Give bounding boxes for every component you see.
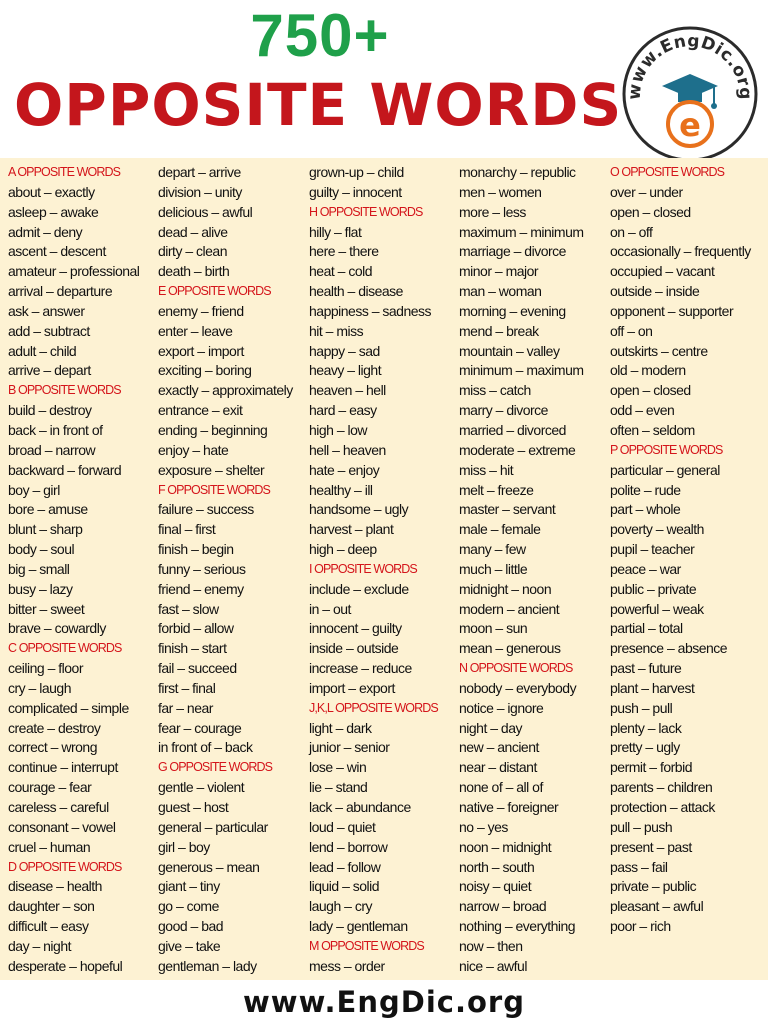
word-pair: create – destroy xyxy=(8,719,101,736)
word-pair: happiness – sadness xyxy=(309,302,432,319)
word-pair: healthy – ill xyxy=(309,481,373,498)
word-pair: general – particular xyxy=(158,818,268,835)
word-pair: miss – catch xyxy=(459,382,531,399)
word-pair: nobody – everybody xyxy=(459,679,577,696)
word-pair: asleep – awake xyxy=(8,203,99,220)
word-pair: export – import xyxy=(158,342,244,359)
word-pair: north – south xyxy=(459,858,535,875)
word-pair: pleasant – awful xyxy=(610,898,704,915)
word-pair: now – then xyxy=(459,937,523,954)
section-header: J,K,L OPPOSITE WORDS xyxy=(309,700,438,715)
word-pair: high – low xyxy=(309,421,368,438)
word-pair: new – ancient xyxy=(459,739,539,756)
word-pair: continue – interrupt xyxy=(8,759,118,776)
word-pair: build – destroy xyxy=(8,402,92,419)
word-pair: about – exactly xyxy=(8,183,95,200)
word-pair: peace – war xyxy=(610,560,681,577)
word-pair: noon – midnight xyxy=(459,838,552,855)
word-pair: mountain – valley xyxy=(459,342,560,359)
word-pair: poverty – wealth xyxy=(610,521,704,538)
word-pair: polite – rude xyxy=(610,481,681,498)
section-header: C OPPOSITE WORDS xyxy=(8,641,122,656)
section-header: F OPPOSITE WORDS xyxy=(158,482,270,497)
word-pair: lead – follow xyxy=(309,858,381,875)
word-pair: grown-up – child xyxy=(309,164,404,180)
word-pair: daughter – son xyxy=(8,898,95,915)
word-column-4 xyxy=(459,163,584,977)
word-pair: poor – rich xyxy=(610,918,671,935)
word-pair: presence – absence xyxy=(610,640,728,657)
word-pair: noisy – quiet xyxy=(459,878,532,895)
word-pair: bitter – sweet xyxy=(8,600,85,617)
word-pair: protection – attack xyxy=(610,799,715,815)
word-pair: funny – serious xyxy=(158,560,246,577)
word-pair: laugh – cry xyxy=(309,898,372,915)
word-pair: in – out xyxy=(309,600,351,617)
word-pair: narrow – broad xyxy=(459,898,547,915)
word-pair: odd – even xyxy=(610,402,675,419)
section-header: B OPPOSITE WORDS xyxy=(8,383,121,398)
word-pair: occasionally – frequently xyxy=(610,243,751,260)
word-pair: present – past xyxy=(610,838,692,855)
word-pair: permit – forbid xyxy=(610,759,692,776)
section-header: P OPPOSITE WORDS xyxy=(610,442,723,457)
word-pair: desperate – hopeful xyxy=(8,957,123,974)
word-pair: men – women xyxy=(459,183,542,200)
section-header: N OPPOSITE WORDS xyxy=(459,661,573,676)
word-pair: lady – gentleman xyxy=(309,918,408,935)
word-pair: delicious – awful xyxy=(158,203,253,220)
word-pair: occupied – vacant xyxy=(610,263,715,280)
word-pair: brave – cowardly xyxy=(8,620,106,637)
word-pair: generous – mean xyxy=(158,858,260,875)
word-pair: native – foreigner xyxy=(459,799,559,815)
word-pair: lie – stand xyxy=(309,779,368,796)
word-pair: ascent – descent xyxy=(8,243,106,260)
word-pair: moderate – extreme xyxy=(459,441,576,458)
page-title: OPPOSITE WORDS xyxy=(14,71,623,139)
word-pair: in front of – back xyxy=(158,739,253,756)
word-pair: go – come xyxy=(158,898,219,915)
word-pair: past – future xyxy=(610,660,682,677)
word-pair: consonant – vowel xyxy=(8,818,116,835)
word-pair: boy – girl xyxy=(8,481,60,498)
word-pair: lose – win xyxy=(309,759,367,776)
word-pair: parents – children xyxy=(610,779,713,796)
word-pair: guilty – innocent xyxy=(309,183,402,200)
word-pair: modern – ancient xyxy=(459,600,560,617)
word-pair: ask – answer xyxy=(8,302,85,319)
logo-ring-text: www.EngDic.org xyxy=(624,31,756,101)
word-pair: old – modern xyxy=(610,362,686,379)
word-pair: male – female xyxy=(459,521,541,538)
word-pair: push – pull xyxy=(610,699,673,716)
word-pair: amateur – professional xyxy=(8,263,140,280)
word-pair: marry – divorce xyxy=(459,402,548,419)
word-pair: lend – borrow xyxy=(309,838,388,855)
word-pair: moon – sun xyxy=(459,620,528,637)
word-pair: death – birth xyxy=(158,263,230,280)
word-pair: nice – awful xyxy=(459,957,527,974)
word-pair: over – under xyxy=(610,183,683,200)
word-pair: far – near xyxy=(158,699,213,716)
word-pair: monarchy – republic xyxy=(459,164,576,180)
word-pair: near – distant xyxy=(459,759,537,776)
word-pair: broad – narrow xyxy=(8,441,96,458)
word-pair: hilly – flat xyxy=(309,223,362,240)
word-pair: forbid – allow xyxy=(158,620,234,637)
word-pair: midnight – noon xyxy=(459,580,552,597)
word-pair: complicated – simple xyxy=(8,699,129,716)
word-pair: junior – senior xyxy=(309,739,390,756)
word-pair: depart – arrive xyxy=(158,164,241,180)
word-pair: off – on xyxy=(610,322,653,339)
word-pair: marriage – divorce xyxy=(459,243,566,260)
word-pair: much – little xyxy=(459,560,528,577)
word-pair: minor – major xyxy=(459,263,539,280)
word-pair: plenty – lack xyxy=(610,719,682,736)
word-pair: light – dark xyxy=(309,719,372,736)
word-pair: day – night xyxy=(8,937,71,954)
word-pair: body – soul xyxy=(8,541,75,558)
word-pair: fail – succeed xyxy=(158,660,237,677)
word-pair: night – day xyxy=(459,719,522,736)
word-pair: import – export xyxy=(309,679,395,696)
word-pair: plant – harvest xyxy=(610,679,695,696)
word-pair: enter – leave xyxy=(158,322,233,339)
word-pair: mess – order xyxy=(309,957,385,974)
word-pair: man – woman xyxy=(459,283,542,300)
word-pair: fast – slow xyxy=(158,600,219,617)
word-pair: pull – push xyxy=(610,818,673,835)
word-pair: outskirts – centre xyxy=(610,342,708,359)
word-pair: harvest – plant xyxy=(309,521,394,538)
word-pair: dirty – clean xyxy=(158,243,227,260)
word-pair: pretty – ugly xyxy=(610,739,680,756)
word-pair: miss – hit xyxy=(459,461,514,478)
word-pair: first – final xyxy=(158,679,216,696)
word-pair: innocent – guilty xyxy=(309,620,402,637)
section-header: G OPPOSITE WORDS xyxy=(158,760,273,775)
section-header: H OPPOSITE WORDS xyxy=(309,204,423,219)
word-pair: courage – fear xyxy=(8,779,92,796)
word-pair: heat – cold xyxy=(309,263,372,280)
word-pair: enjoy – hate xyxy=(158,441,229,458)
word-pair: give – take xyxy=(158,937,221,954)
word-pair: heavy – light xyxy=(309,362,382,379)
footer-url[interactable]: www.EngDic.org xyxy=(243,985,525,1019)
word-pair: gentle – violent xyxy=(158,779,245,796)
word-pair: hell – heaven xyxy=(309,441,386,458)
word-pair: powerful – weak xyxy=(610,600,704,617)
word-pair: big – small xyxy=(8,560,70,577)
word-pair: correct – wrong xyxy=(8,739,97,756)
word-column-5 xyxy=(610,163,751,937)
word-pair: entrance – exit xyxy=(158,402,243,419)
word-pair: maximum – minimum xyxy=(459,223,584,240)
logo-letter: e xyxy=(679,106,701,144)
word-pair: happy – sad xyxy=(309,342,380,359)
word-pair: ceiling – floor xyxy=(8,660,83,677)
word-pair: many – few xyxy=(459,541,526,558)
word-pair: dead – alive xyxy=(158,223,228,240)
word-pair: particular – general xyxy=(610,461,720,478)
word-pair: failure – success xyxy=(158,501,254,518)
word-pair: more – less xyxy=(459,203,526,220)
word-pair: nothing – everything xyxy=(459,918,576,935)
word-pair: public – private xyxy=(610,580,697,597)
word-pair: melt – freeze xyxy=(459,481,534,498)
word-pair: guest – host xyxy=(158,799,229,815)
word-pair: blunt – sharp xyxy=(8,521,83,538)
word-column-1 xyxy=(8,163,139,977)
word-pair: inside – outside xyxy=(309,640,399,657)
word-pair: loud – quiet xyxy=(309,818,376,835)
word-pair: liquid – solid xyxy=(309,878,380,895)
word-pair: pupil – teacher xyxy=(610,541,695,558)
word-pair: adult – child xyxy=(8,342,77,359)
word-pair: outside – inside xyxy=(610,283,700,300)
word-pair: morning – evening xyxy=(459,302,566,319)
word-column-2 xyxy=(158,163,293,977)
word-pair: cruel – human xyxy=(8,838,91,855)
word-pair: health – disease xyxy=(309,283,403,300)
section-header: I OPPOSITE WORDS xyxy=(309,561,417,576)
word-pair: division – unity xyxy=(158,183,242,200)
word-pair: high – deep xyxy=(309,541,377,558)
word-pair: exactly – approximately xyxy=(158,382,293,399)
section-header: D OPPOSITE WORDS xyxy=(8,859,122,874)
word-pair: handsome – ugly xyxy=(309,501,409,518)
word-pair: finish – start xyxy=(158,640,227,657)
word-pair: gentleman – lady xyxy=(158,957,257,974)
word-pair: minimum – maximum xyxy=(459,362,584,379)
word-pair: hate – enjoy xyxy=(309,461,380,478)
word-pair: friend – enemy xyxy=(158,580,244,597)
section-header: A OPPOSITE WORDS xyxy=(8,165,121,179)
section-header: O OPPOSITE WORDS xyxy=(610,165,725,179)
section-header: E OPPOSITE WORDS xyxy=(158,284,271,299)
word-pair: include – exclude xyxy=(309,580,409,597)
word-pair: enemy – friend xyxy=(158,302,244,319)
word-pair: exposure – shelter xyxy=(158,461,265,478)
word-pair: disease – health xyxy=(8,878,102,895)
word-pair: fear – courage xyxy=(158,719,242,736)
word-pair: opponent – supporter xyxy=(610,302,734,319)
word-pair: private – public xyxy=(610,878,697,895)
word-pair: arrive – depart xyxy=(8,362,91,379)
word-pair: backward – forward xyxy=(8,461,122,478)
word-pair: busy – lazy xyxy=(8,580,73,597)
word-pair: back – in front of xyxy=(8,421,103,438)
word-pair: increase – reduce xyxy=(309,660,412,677)
word-pair: finish – begin xyxy=(158,541,234,558)
word-pair: partial – total xyxy=(610,620,683,637)
word-pair: part – whole xyxy=(610,501,681,518)
word-pair: difficult – easy xyxy=(8,918,89,935)
word-pair: good – bad xyxy=(158,918,224,935)
word-pair: ending – beginning xyxy=(158,421,268,438)
word-pair: on – off xyxy=(610,223,653,240)
word-pair: pass – fail xyxy=(610,858,668,875)
section-header: M OPPOSITE WORDS xyxy=(309,938,424,953)
word-pair: careless – careful xyxy=(8,799,109,815)
word-pair: none of – all of xyxy=(459,779,543,796)
engdic-logo xyxy=(620,24,760,164)
word-pair: girl – boy xyxy=(158,838,210,855)
word-pair: mend – break xyxy=(459,322,539,339)
word-pair: often – seldom xyxy=(610,421,695,438)
word-pair: notice – ignore xyxy=(459,699,544,716)
word-pair: open – closed xyxy=(610,382,691,399)
word-pair: married – divorced xyxy=(459,421,566,438)
word-pair: admit – deny xyxy=(8,223,83,240)
word-pair: bore – amuse xyxy=(8,501,88,518)
word-pair: no – yes xyxy=(459,818,508,835)
word-pair: arrival – departure xyxy=(8,283,113,300)
word-pair: exciting – boring xyxy=(158,362,252,379)
word-pair: cry – laugh xyxy=(8,679,71,696)
word-pair: hard – easy xyxy=(309,402,377,419)
word-pair: open – closed xyxy=(610,203,691,220)
word-pair: heaven – hell xyxy=(309,382,386,399)
word-pair: giant – tiny xyxy=(158,878,220,895)
title-count: 750+ xyxy=(250,2,390,69)
word-pair: here – there xyxy=(309,243,379,260)
word-pair: final – first xyxy=(158,521,216,538)
word-pair: hit – miss xyxy=(309,322,364,339)
word-pair: add – subtract xyxy=(8,322,90,339)
word-column-3 xyxy=(309,163,438,977)
word-pair: lack – abundance xyxy=(309,799,411,815)
word-pair: master – servant xyxy=(459,501,556,518)
word-pair: mean – generous xyxy=(459,640,561,657)
